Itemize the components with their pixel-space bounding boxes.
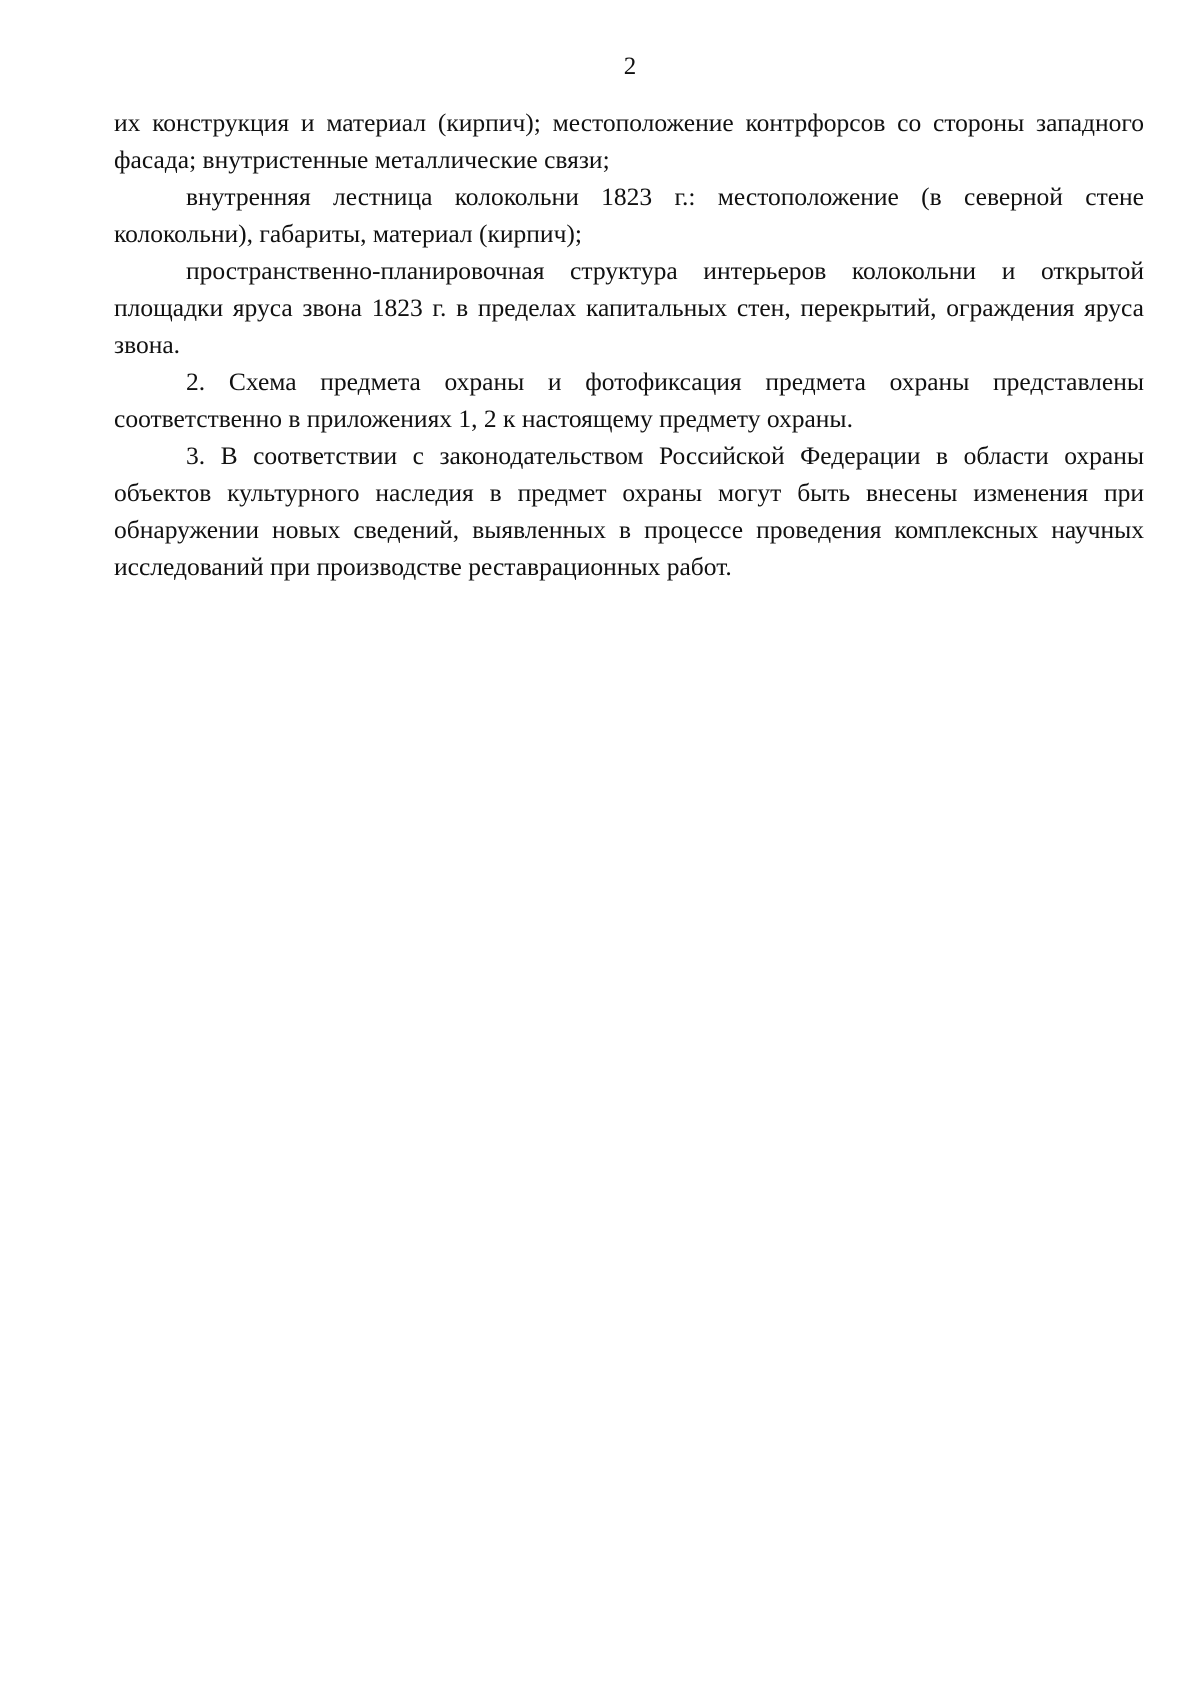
paragraph-staircase: внутренняя лестница колокольни 1823 г.: местоположение (в северной стене колокольни), габариты, материал (кирпич); — [114, 182, 1144, 248]
paragraph-item-2: 2. Схема предмета охраны и фотофиксация предмета охраны представлены соответственно в приложениях 1, 2 к настоящему предмету охраны. — [114, 367, 1144, 433]
paragraph-item-3: 3. В соответствии с законодательством Российской Федерации в области охраны объектов культурного наследия в предмет охраны могут быть внесены изменения при обнаружении новых сведений, выявленных в процессе проведения комплексных научных исследований при производстве реставрационных работ. — [114, 441, 1144, 581]
document-body — [114, 104, 1144, 585]
page-number: 2 — [623, 53, 637, 80]
paragraph-spatial-structure: пространственно-планировочная структура интерьеров колокольни и открытой площадки яруса звона 1823 г. в пределах капитальных стен, перекрытий, ограждения яруса звона. — [114, 256, 1144, 359]
paragraph-continuation: их конструкция и материал (кирпич); местоположение контрфорсов со стороны западного фасада; внутристенные металлические связи; — [114, 108, 1144, 174]
